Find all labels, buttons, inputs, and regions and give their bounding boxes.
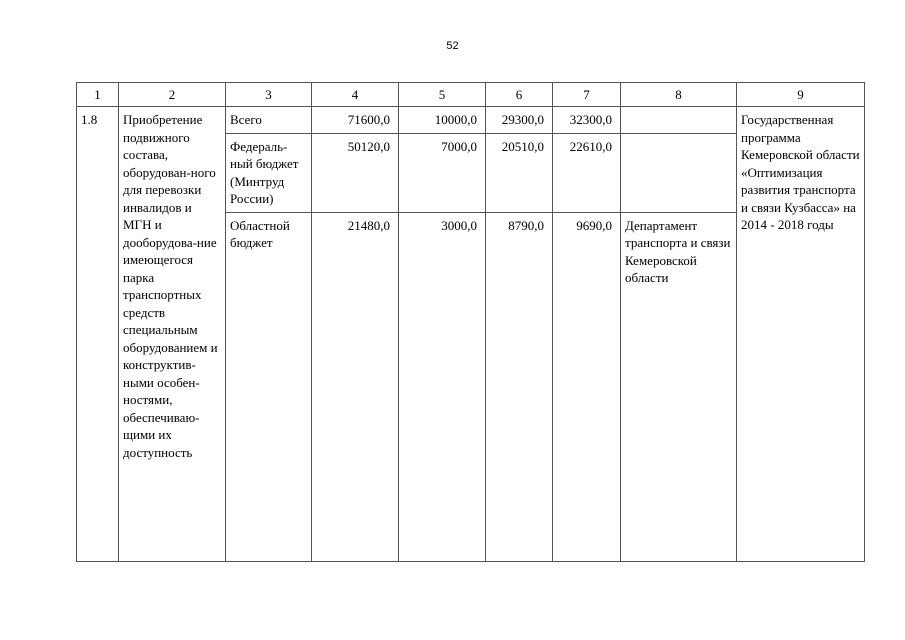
- header-cell: 7: [553, 83, 621, 107]
- value-cell: 21480,0: [312, 212, 399, 561]
- value-cell: 22610,0: [553, 133, 621, 212]
- row-description: Приобретение подвижного состава, оборудован-ного для перевозки инвалидов и МГН и дооборудова-ние имеющегося парка транспортных средств специальным оборудованием и конструктив-ными особен-ностями, обеспечиваю-щими их доступность: [119, 107, 226, 562]
- executor-empty: [621, 133, 737, 212]
- header-row: [77, 83, 865, 107]
- value-cell: 3000,0: [399, 212, 486, 561]
- header-cell: 5: [399, 83, 486, 107]
- header-cell: 1: [77, 83, 119, 107]
- header-cell: 9: [737, 83, 865, 107]
- executor-empty: [621, 107, 737, 134]
- value-cell: 10000,0: [399, 107, 486, 134]
- value-cell: 32300,0: [553, 107, 621, 134]
- value-cell: 20510,0: [486, 133, 553, 212]
- page-number: 52: [446, 40, 459, 52]
- value-cell: 71600,0: [312, 107, 399, 134]
- header-cell: 3: [226, 83, 312, 107]
- source-label: Всего: [226, 107, 312, 134]
- header-cell: 2: [119, 83, 226, 107]
- program-table: [76, 82, 865, 562]
- header-cell: 8: [621, 83, 737, 107]
- value-cell: 8790,0: [486, 212, 553, 561]
- table-row-total: [77, 107, 865, 134]
- value-cell: 9690,0: [553, 212, 621, 561]
- header-cell: 6: [486, 83, 553, 107]
- value-cell: 7000,0: [399, 133, 486, 212]
- source-label: Областной бюджет: [226, 212, 312, 561]
- row-executor: Департамент транспорта и связи Кемеровской области: [621, 212, 737, 561]
- value-cell: 50120,0: [312, 133, 399, 212]
- row-code: 1.8: [77, 107, 119, 562]
- source-label: Федераль-ный бюджет (Минтруд России): [226, 133, 312, 212]
- value-cell: 29300,0: [486, 107, 553, 134]
- row-program: Государственная программа Кемеровской области «Оптимизация развития транспорта и связи Кузбасса» на 2014 - 2018 годы: [737, 107, 865, 562]
- header-cell: 4: [312, 83, 399, 107]
